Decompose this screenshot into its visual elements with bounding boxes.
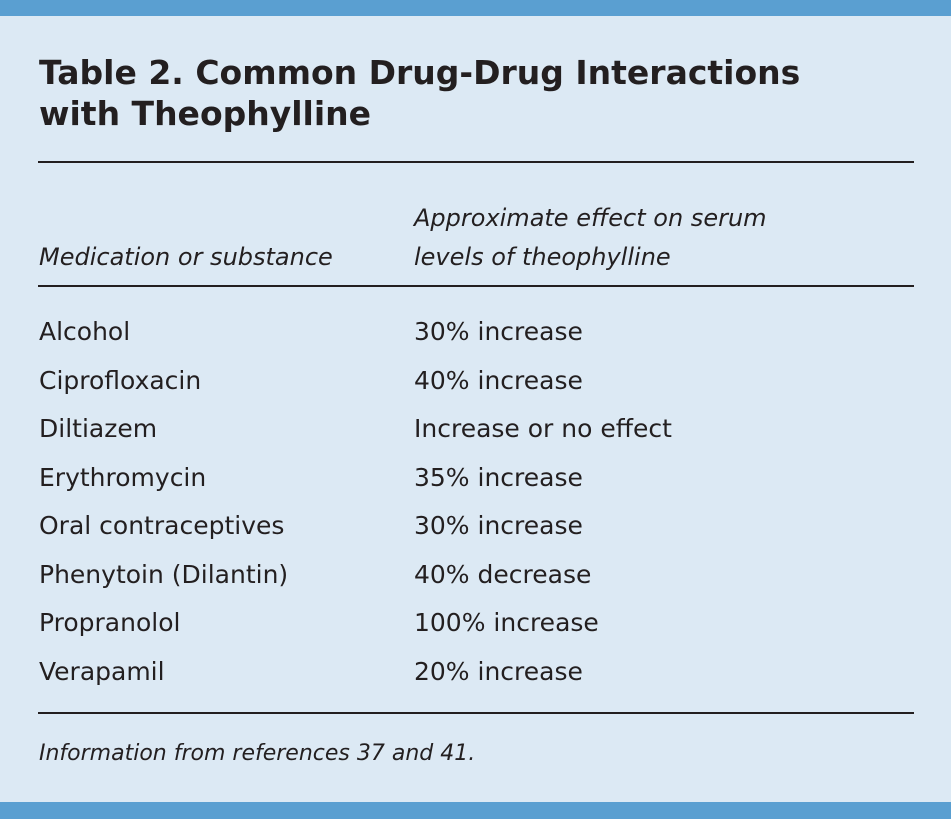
table-row [39, 599, 909, 648]
bottom-accent-bar [0, 802, 951, 819]
cell-effect: 30% increase [414, 317, 583, 346]
cell-effect: Increase or no effect [414, 414, 672, 443]
header-bottom-rule [38, 285, 914, 287]
table-title [39, 52, 899, 134]
table-row [39, 405, 909, 454]
table-row [39, 502, 909, 551]
column-header-medication: Medication or substance [39, 243, 333, 271]
cell-effect: 20% increase [414, 656, 583, 686]
column-header-effect [414, 199, 894, 277]
cell-medication: Oral contraceptives [39, 511, 285, 540]
header-top-rule [38, 161, 914, 163]
column-header-effect-line-1: Approximate effect on serum [414, 204, 767, 232]
table-row [39, 648, 909, 697]
top-accent-bar [0, 0, 951, 16]
cell-medication: Verapamil [39, 656, 165, 686]
cell-effect: 30% increase [414, 511, 583, 540]
table-title-line-2: with Theophylline [39, 94, 372, 133]
cell-effect: 35% increase [414, 462, 583, 492]
cell-effect: 40% decrease [414, 559, 592, 589]
cell-effect: 40% increase [414, 365, 583, 395]
cell-medication: Phenytoin (Dilantin) [39, 559, 289, 589]
cell-effect: 100% increase [414, 608, 599, 637]
table-row [39, 551, 909, 600]
table-row [39, 308, 909, 357]
table-title-line-1: Table 2. Common Drug-Drug Interactions [39, 53, 801, 92]
cell-medication: Erythromycin [39, 462, 207, 492]
column-header-effect-line-2: levels of theophylline [414, 243, 671, 271]
table-row [39, 357, 909, 406]
table-row [39, 454, 909, 503]
cell-medication: Diltiazem [39, 414, 158, 443]
cell-medication: Alcohol [39, 317, 131, 346]
table-body [39, 308, 909, 696]
table-footnote: Information from references 37 and 41. [39, 741, 476, 766]
cell-medication: Ciprofloxacin [39, 365, 202, 395]
table-bottom-rule [38, 712, 914, 714]
cell-medication: Propranolol [39, 608, 181, 637]
